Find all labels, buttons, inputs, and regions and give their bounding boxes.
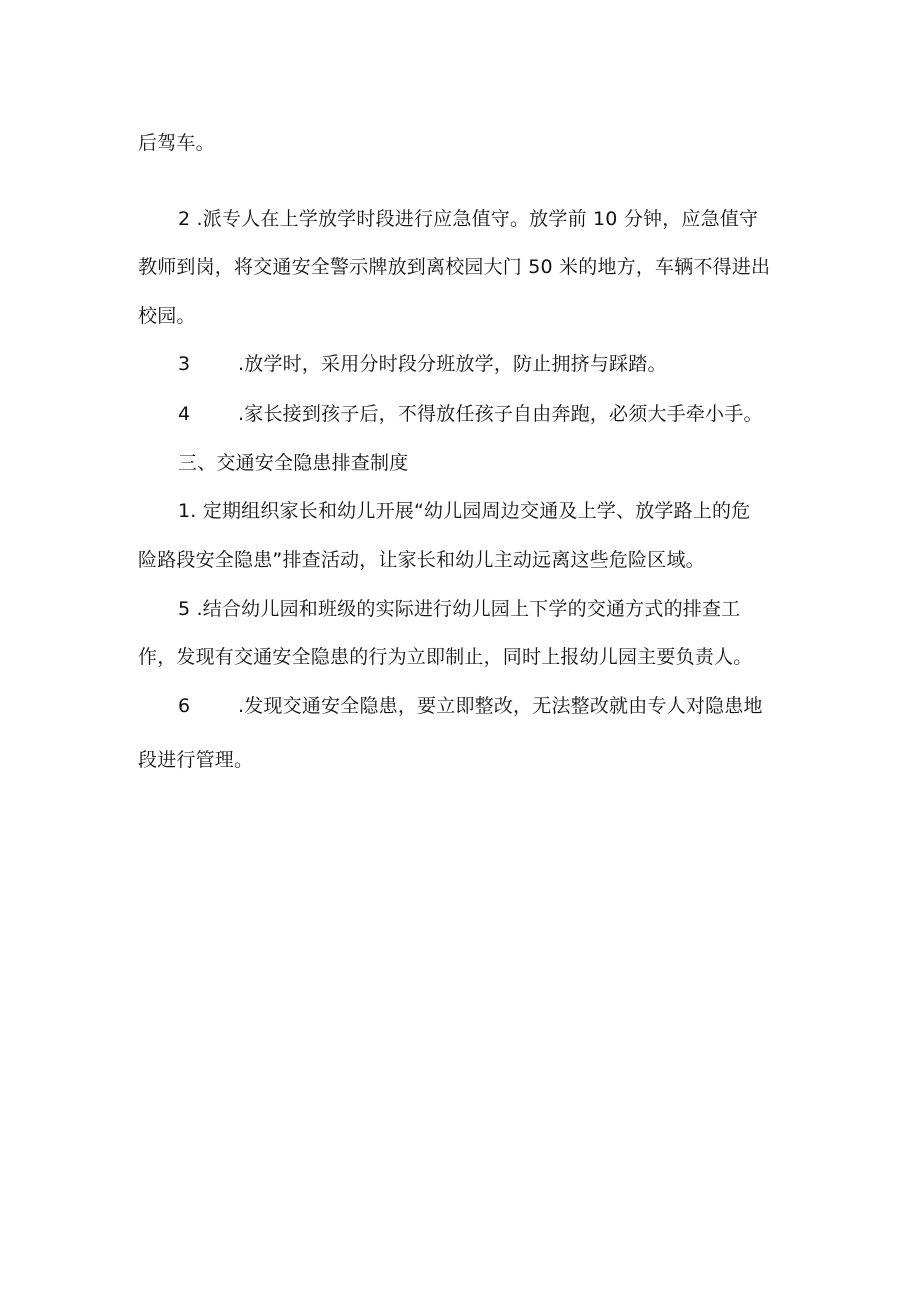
- item-6-number: 6: [178, 695, 191, 717]
- section-item-1-line-2: 险路段安全隐患”排查活动，让家长和幼儿主动远离这些危险区域。: [138, 549, 705, 571]
- section-heading: 三、交通安全隐患排查制度: [178, 452, 409, 474]
- item-2-line-3: 校园。: [138, 305, 196, 327]
- item-4: [178, 401, 838, 427]
- item-3-number: 3: [178, 353, 191, 375]
- item-3-text: .放学时，采用分时段分班放学，防止拥挤与踩踏。: [238, 353, 667, 375]
- item-2-line-2: 教师到岗，将交通安全警示牌放到离校园大门 50 米的地方，车辆不得进出: [138, 256, 771, 278]
- item-2-line-1: 2 .派专人在上学放学时段进行应急值守。放学前 10 分钟，应急值守: [178, 208, 759, 230]
- item-5-line-1: 5 .结合幼儿园和班级的实际进行幼儿园上下学的交通方式的排查工: [178, 598, 741, 620]
- item-6-text: .发现交通安全隐患，要立即整改，无法整改就由专人对隐患地: [238, 695, 763, 717]
- item-4-text: .家长接到孩子后，不得放任孩子自由奔跑，必须大手牵小手。: [238, 403, 763, 425]
- item-5-line-2: 作，发现有交通安全隐患的行为立即制止，同时上报幼儿园主要负责人。: [138, 646, 753, 668]
- item-6-line-1: [178, 693, 838, 719]
- item-3: [178, 351, 838, 377]
- item-6-line-2: 段进行管理。: [138, 749, 254, 771]
- item-4-number: 4: [178, 403, 191, 425]
- text-line-continuation: 后驾车。: [138, 132, 215, 154]
- section-item-1-line-1: 1. 定期组织家长和幼儿开展“幼儿园周边交通及上学、放学路上的危: [178, 500, 751, 522]
